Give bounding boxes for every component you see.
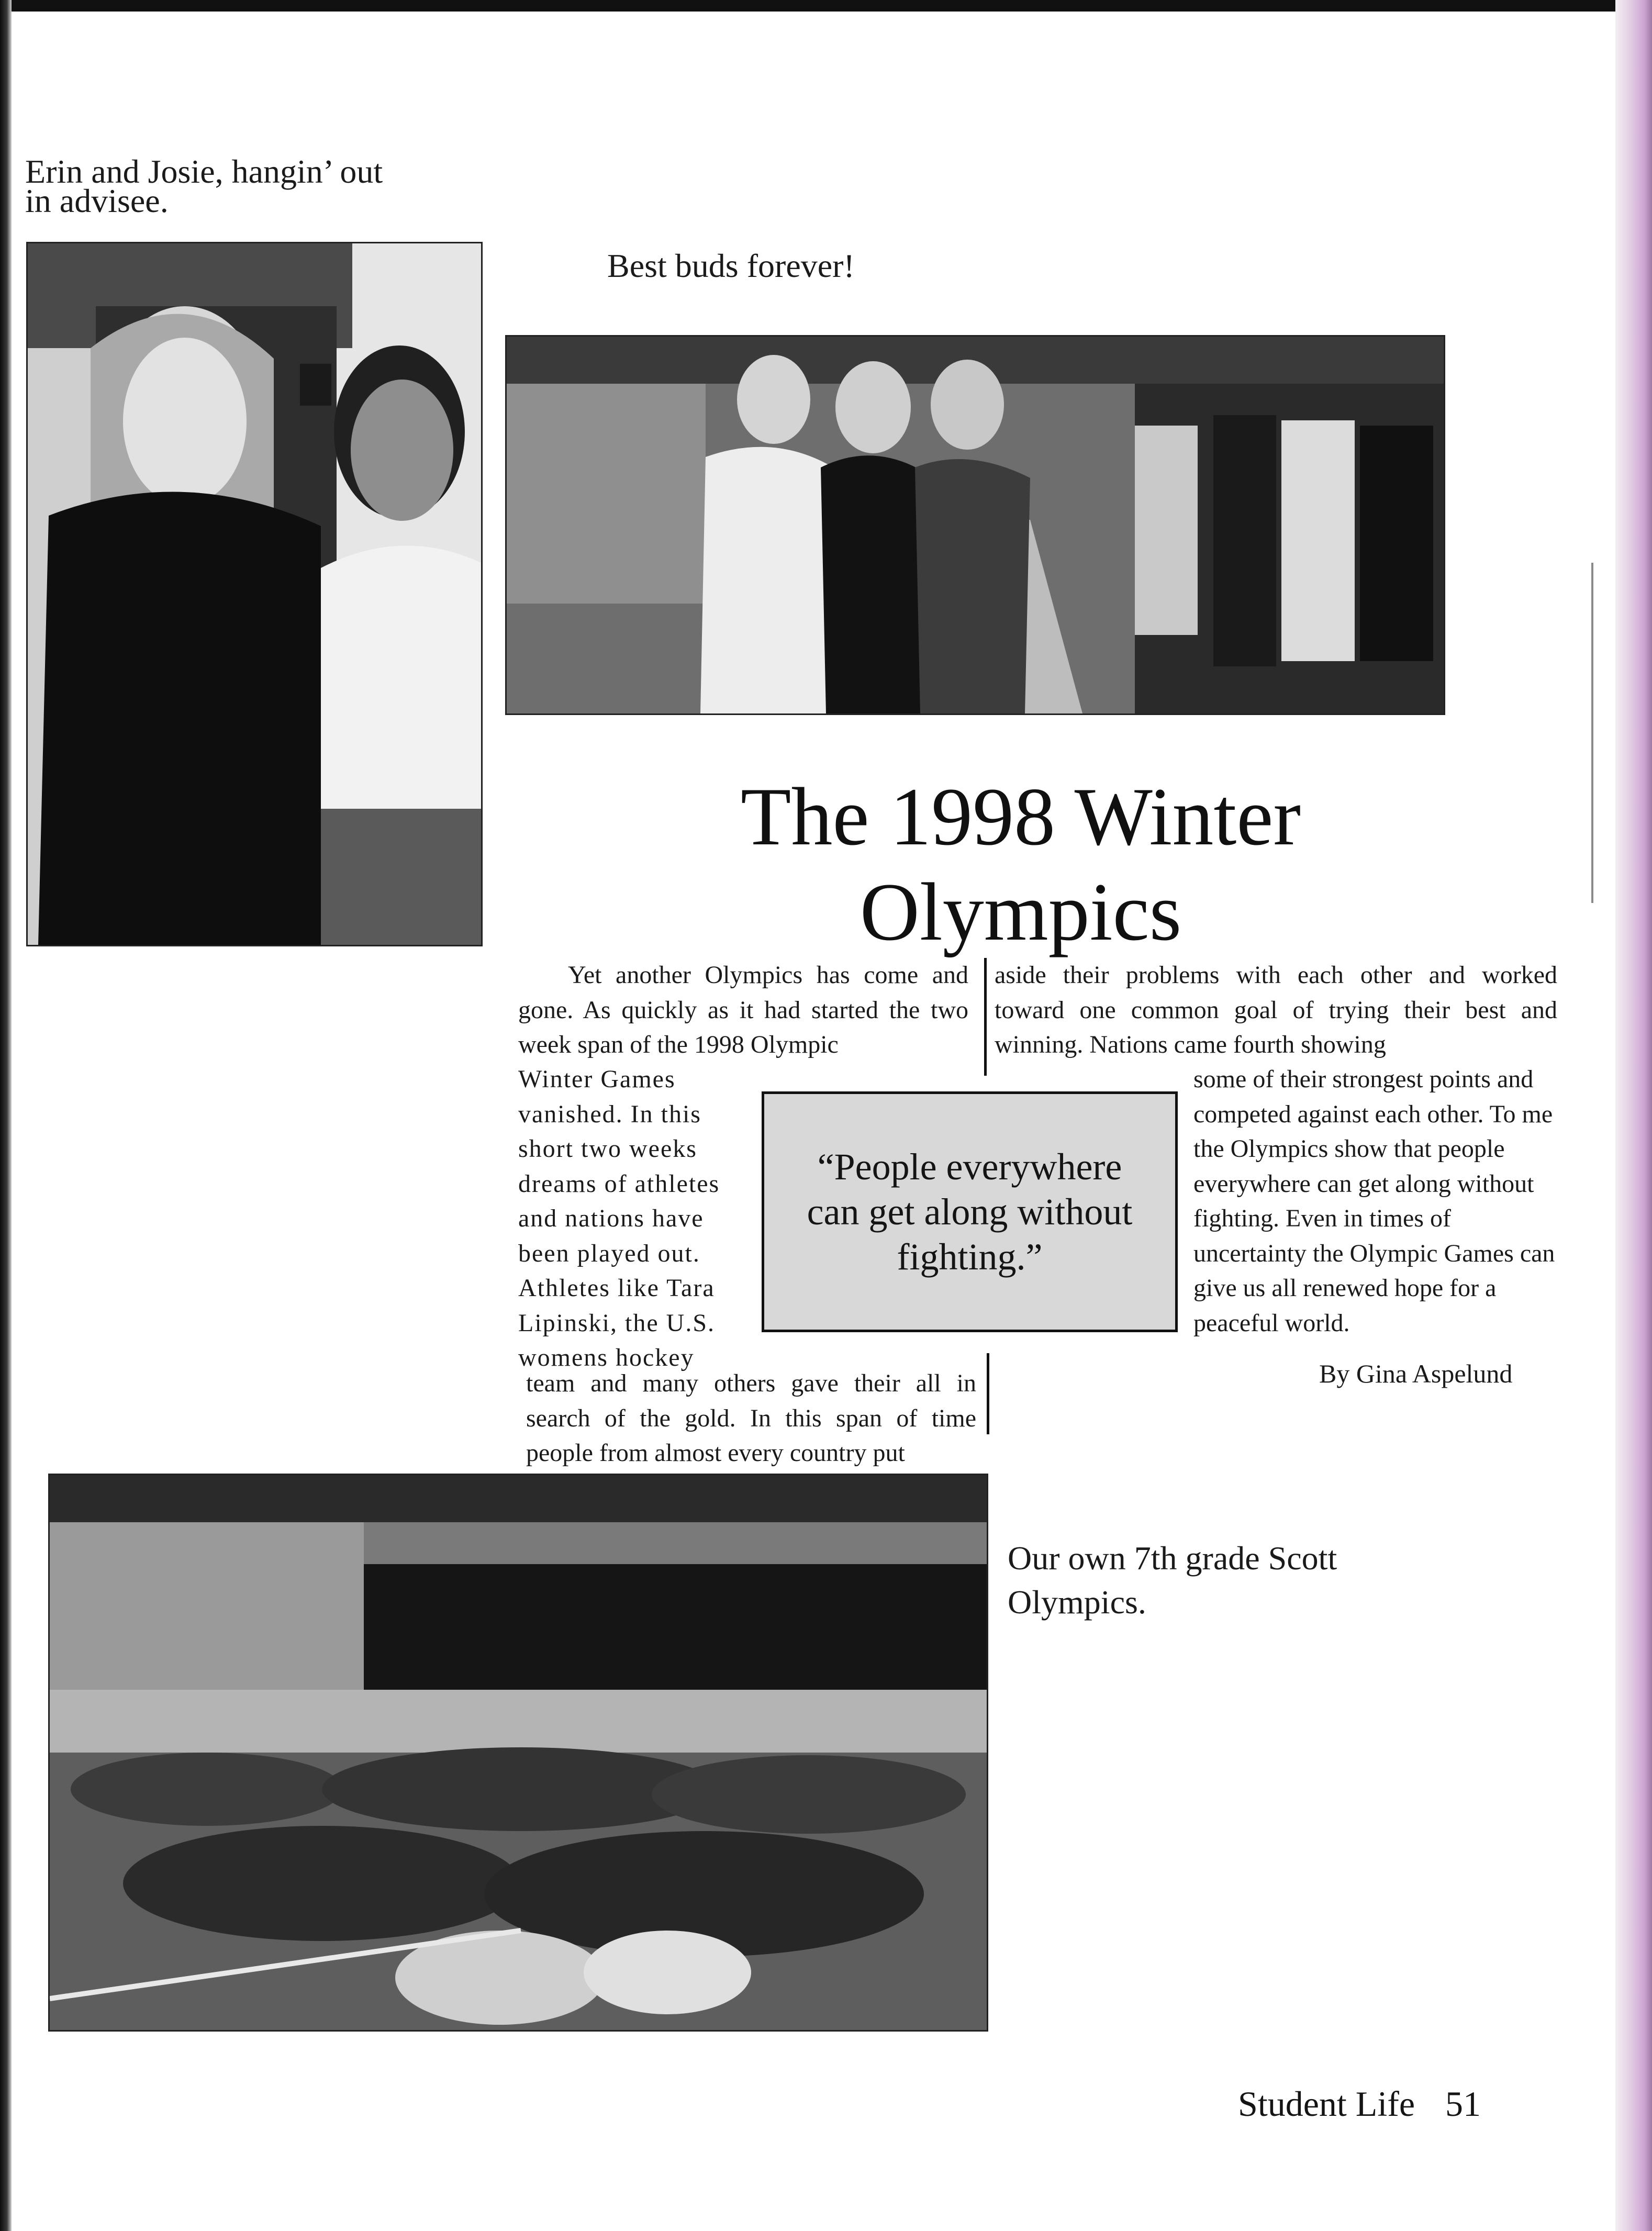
caption-erin-josie xyxy=(25,153,383,219)
article-col2-wrap xyxy=(1193,1062,1557,1341)
photo-erin-josie xyxy=(26,242,483,946)
photo-best-buds xyxy=(505,335,1445,715)
caption-line: Our own 7th grade Scott xyxy=(1008,1540,1337,1577)
col1-top-paragraph: Yet another Olympics has come and gone. As quickly as it had started the two week span of the 1998 Olympic xyxy=(518,961,968,1058)
col2-wrap-paragraph: some of their strongest points and competed against each other. To me the Olympics show that people everywhere can get along without fighting. Even in times of uncertainty the Olympic Games can give us all renewed hope for a peaceful world. xyxy=(1193,1065,1555,1337)
page-fold-line xyxy=(1591,563,1593,903)
col1-wrap-line: been played out. xyxy=(518,1239,700,1267)
article-col1-wrap xyxy=(518,1062,745,1376)
page-edge-left xyxy=(0,0,12,2231)
page-number: 51 xyxy=(1445,2084,1481,2124)
col1-wrap-line: short two weeks xyxy=(518,1135,697,1163)
article-headline xyxy=(654,769,1387,960)
page-footer xyxy=(1238,2083,1481,2125)
col1-wrap-line: Lipinski, the U.S. xyxy=(518,1309,716,1337)
column-rule-top xyxy=(984,958,987,1076)
caption-best-buds: Best buds forever! xyxy=(607,247,855,284)
caption-scott-olympics xyxy=(1008,1536,1337,1624)
col2-top-paragraph: aside their problems with each other and worked toward one common goal of trying their best and winning. Nations came fourth showing xyxy=(995,961,1557,1058)
footer-section-label: Student Life xyxy=(1238,2084,1415,2124)
article-byline: By Gina Aspelund xyxy=(1319,1359,1513,1388)
col1-wrap-line: dreams of athletes xyxy=(518,1169,720,1198)
pull-quote-text: “People everywhere can get along without fighting.” xyxy=(807,1146,1133,1278)
caption-line: Olympics. xyxy=(1008,1583,1146,1621)
column-rule-bottom xyxy=(987,1353,989,1434)
article-col1-bottom xyxy=(526,1366,976,1471)
caption-line: Erin and Josie, hangin’ out xyxy=(25,153,383,190)
caption-line: in advisee. xyxy=(25,182,169,219)
page-edge-top xyxy=(0,0,1652,12)
photo-scott-olympics xyxy=(48,1474,988,2032)
col1-wrap-line: Athletes like Tara xyxy=(518,1274,715,1302)
headline-line-1: The 1998 Winter xyxy=(740,771,1301,863)
pull-quote-box xyxy=(762,1091,1178,1332)
headline-line-2: Olympics xyxy=(860,866,1182,958)
col1-bottom-paragraph: team and many others gave their all in search of the gold. In this span of time people from almost every country put xyxy=(526,1369,976,1467)
col1-wrap-line: Winter Games xyxy=(518,1065,676,1093)
col1-wrap-line: vanished. In this xyxy=(518,1100,701,1128)
article-col2-top xyxy=(995,958,1557,1063)
col1-wrap-line: and nations have xyxy=(518,1204,704,1232)
article-col1-top xyxy=(518,958,968,1063)
col1-wrap-line: womens hockey xyxy=(518,1344,695,1371)
page-edge-right xyxy=(1615,0,1652,2231)
